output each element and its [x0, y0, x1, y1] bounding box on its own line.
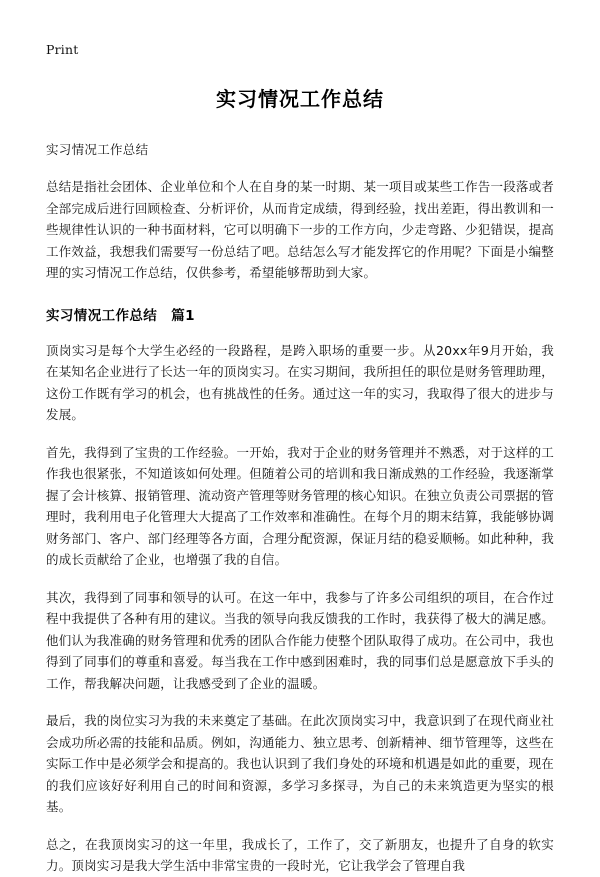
- body-paragraph: 顶岗实习是每个大学生必经的一段路程，是跨入职场的重要一步。从20xx年9月开始，我在某知名企业进行了长达一年的顶岗实习。在实习期间，我所担任的职位是财务管理助理，这份工作既有学习的机会，也有挑战性的任务。通过这一年的实习，我取得了很大的进步与发展。: [46, 342, 555, 422]
- section-heading: [46, 304, 554, 324]
- page-title: 实习情况工作总结: [216, 87, 384, 111]
- body-paragraph: 最后，我的岗位实习为我的未来奠定了基础。在此次顶岗实习中，我意识到了在现代商业社会成功所必需的技能和品质。例如，沟通能力、独立思考、创新精神、细节管理等，这些在实际工作中是必须学会和提高的。我也认识到了我们身处的环境和机遇是如此的重要，现在的我们应该好好利用自己的时间和资源，多学习多探寻，为自己的未来筑造更为坚实的根基。: [46, 713, 555, 814]
- section-number: 篇1: [171, 307, 195, 324]
- body-paragraph: 总之，在我顶岗实习的这一年里，我成长了，工作了，交了新朋友，也提升了自身的软实力。顶岗实习是我大学生活中非常宝贵的一段时光，它让我学会了管理自我: [46, 836, 554, 873]
- section-heading-text: 实习情况工作总结: [46, 307, 158, 324]
- document-subtitle: 实习情况工作总结: [46, 142, 149, 157]
- print-label[interactable]: Print: [46, 42, 79, 57]
- intro-paragraph: 总结是指社会团体、企业单位和个人在自身的某一时期、某一项目或某些工作告一段落或者全部完成后进行回顾检查、分析评价，从而肯定成绩，得到经验，找出差距，得出教训和一些规律性认识的一种书面材料，它可以明确下一步的工作方向，少走弯路、少犯错误，提高工作效益，我想我们需要写一份总结了吧。总结怎么写才能发挥它的作用呢？下面是小编整理的实习情况工作总结，仅供参考，希望能够帮助到大家。: [46, 179, 555, 280]
- body-paragraph: 其次，我得到了同事和领导的认可。在这一年中，我参与了许多公司组织的项目，在合作过程中我提供了各种有用的建议。当我的领导向我反馈我的工作时，我获得了极大的满足感。他们认为我准确的财务管理和优秀的团队合作能力使整个团队取得了成功。在公司中，我也得到了同事们的尊重和喜爱。每当我在工作中感到困难时，我的同事们总是愿意放下手头的工作，帮我解决问题，让我感受到了企业的温暖。: [46, 589, 555, 691]
- body-paragraph: 首先，我得到了宝贵的工作经验。一开始，我对于企业的财务管理并不熟悉，对于这样的工作我也很紧张，不知道该如何处理。但随着公司的培训和我日渐成熟的工作经验，我逐渐掌握了会计核算、报销管理、流动资产管理等财务管理的核心知识。在独立负责公司票据的管理时，我利用电子化管理大大提高了工作效率和准确性。在每个月的期末结算，我能够协调财务部门、客户、部门经理等各方面，合理分配资源，保证月结的稳妥顺畅。如此种种，我的成长贡献给了企业，也增强了我的自信。: [46, 444, 555, 567]
